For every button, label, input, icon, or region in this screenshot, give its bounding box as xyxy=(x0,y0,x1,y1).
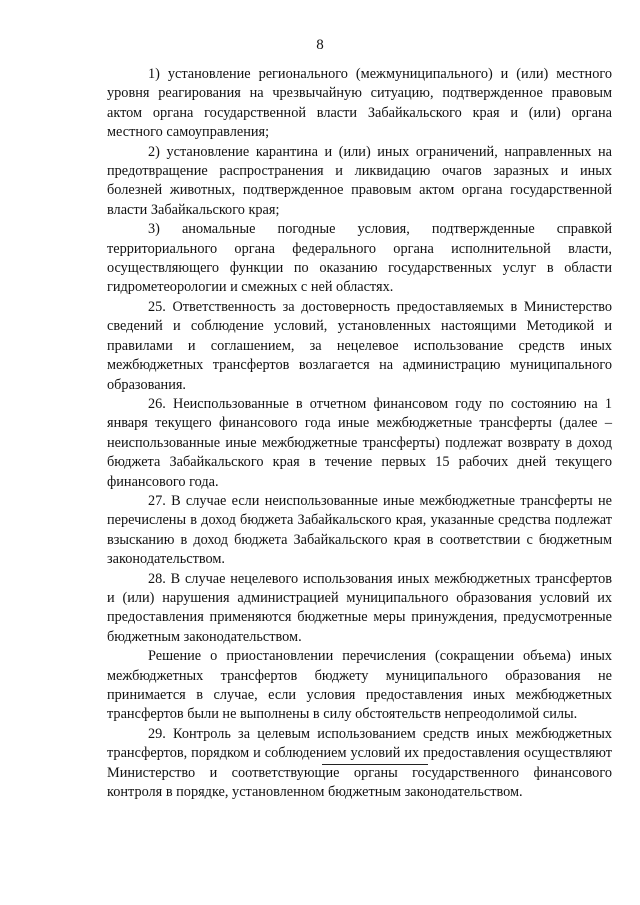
document-body xyxy=(107,65,612,802)
end-separator-line xyxy=(322,764,428,765)
paragraph-item-2: 2) установление карантина и (или) иных ограничений, направленных на предотвращение распространения и ликвидацию очагов заразных и иных болезней животных, подтвержденное правовым актом органа государственной власти Забайкальского края; xyxy=(107,143,612,218)
paragraph-item-3: 3) аномальные погодные условия, подтвержденные справкой территориального органа федерального органа исполнительной власти, осуществляющего функции по оказанию государственных услуг в области гидрометеорологии и смежных с ней областях. xyxy=(107,221,612,296)
paragraph-28: 28. В случае нецелевого использования иных межбюджетных трансфертов и (или) нарушения администрацией муниципального образования условий их предоставления применяются бюджетные меры принуждения, предусмотренные бюджетным законодательством. xyxy=(107,570,612,645)
paragraph-suspension-decision: Решение о приостановлении перечисления (сокращении объема) иных межбюджетных трансфертов бюджету муниципального образования не принимается в случае, если условия предоставления иных межбюджетных трансфертов были не выполнены в силу обстоятельств непреодолимой силы. xyxy=(107,648,612,723)
page-number: 8 xyxy=(316,37,324,53)
paragraph-26: 26. Неиспользованные в отчетном финансовом году по состоянию на 1 января текущего финансового года иные межбюджетные трансферты (далее – неиспользованные иные межбюджетные трансферты) подлежат возврату в доход бюджета Забайкальского края в течение первых 15 рабочих дней текущего финансового года. xyxy=(107,395,612,490)
paragraph-29: 29. Контроль за целевым использованием средств иных межбюджетных трансфертов, порядком и соблюдением условий их предоставления осуществляют Министерство и соответствующие органы государственного финансового контроля в порядке, установленном бюджетным законодательством. xyxy=(107,725,612,801)
paragraph-27: 27. В случае если неиспользованные иные межбюджетные трансферты не перечислены в доход бюджета Забайкальского края, указанные средства подлежат взысканию в доход бюджета Забайкальского края в соответствии с бюджетным законодательством. xyxy=(107,492,612,568)
paragraph-25: 25. Ответственность за достоверность предоставляемых в Министерство сведений и соблюдение условий, установленных настоящими Методикой и правилами и соглашением, за нецелевое использование средств иных межбюджетных трансфертов возлагается на администрацию муниципального образования. xyxy=(107,298,612,393)
paragraph-item-1: 1) установление регионального (межмуниципального) и (или) местного уровня реагирования на чрезвычайную ситуацию, подтвержденное правовым актом органа государственной власти Забайкальского края и (или) органа местного самоуправления; xyxy=(107,66,612,141)
